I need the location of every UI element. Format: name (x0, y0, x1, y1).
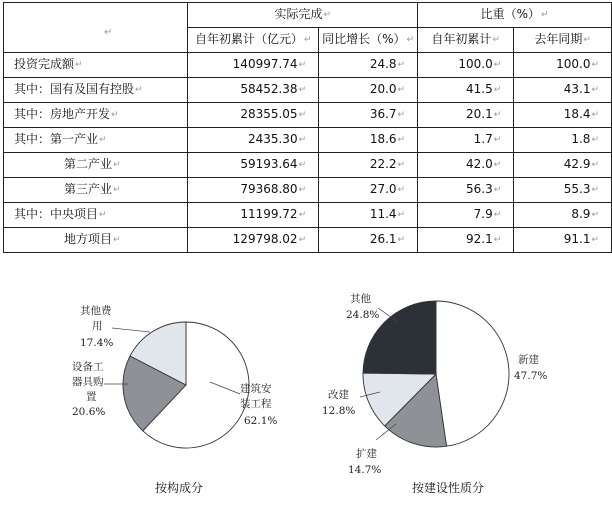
cell-growth: 20.0↵ (319, 78, 418, 103)
cell-ytd: 11199.72↵ (188, 203, 319, 228)
pie1-label-construction-2: 装工程 (240, 398, 272, 410)
pie1-label-construction-pct: 62.1% (244, 415, 278, 427)
row-label: 投资完成额↵ (4, 53, 188, 78)
pie2-label-rebuild: 改建 (328, 389, 349, 401)
header-yoy-growth: 同比增长（%）↵ (319, 28, 418, 53)
cell-share: 20.1↵ (418, 103, 514, 128)
pie2-label-new: 新建 (518, 354, 539, 366)
cell-ytd: 58452.38↵ (188, 78, 319, 103)
table-row (4, 178, 612, 203)
cell-growth: 36.7↵ (319, 103, 418, 128)
pie2-label-expand: 扩建 (356, 448, 377, 460)
pie1-label-construction-1: 建筑安 (240, 383, 272, 395)
cell-ytd: 79368.80↵ (188, 178, 319, 203)
pie1-label-equipment-1: 设备工 (72, 361, 104, 373)
cell-growth: 18.6↵ (319, 128, 418, 153)
header-corner: ↵ (4, 3, 188, 53)
pie1-label-equipment-pct: 20.6% (72, 406, 106, 418)
cell-share: 42.0↵ (418, 153, 514, 178)
header-row-1 (4, 3, 612, 28)
cell-ytd: 129798.02↵ (188, 228, 319, 253)
cell-last-year: 8.9↵ (514, 203, 612, 228)
row-label: 第三产业↵ (4, 178, 188, 203)
row-label: 第二产业↵ (4, 153, 188, 178)
pie2-caption: 按建设性质分 (412, 481, 485, 495)
pie2-label-other: 其他 (350, 293, 371, 305)
cell-ytd: 140997.74↵ (188, 53, 319, 78)
cell-growth: 27.0↵ (319, 178, 418, 203)
pie1-label-other-pct: 17.4% (80, 337, 114, 349)
pie2-label-other-pct: 24.8% (346, 309, 380, 321)
cell-share: 92.1↵ (418, 228, 514, 253)
pie1-caption: 按构成分 (155, 481, 204, 495)
pie2-label-new-pct: 47.7% (514, 370, 548, 382)
pie2-label-rebuild-pct: 12.8% (322, 405, 356, 417)
cell-ytd: 59193.64↵ (188, 153, 319, 178)
header-proportion: 比重（%）↵ (418, 3, 612, 28)
cell-share: 100.0↵ (418, 53, 514, 78)
pie2-label-expand-pct: 14.7% (348, 464, 382, 476)
cell-last-year: 1.8↵ (514, 128, 612, 153)
pie1-label-other-2: 用 (92, 320, 103, 332)
row-label: 其中：房地产开发↵ (4, 103, 188, 128)
leader-line (112, 328, 150, 332)
header-ytd: 自年初累计↵ (418, 28, 514, 53)
nature-slice-0 (436, 301, 509, 446)
row-label: 其中：国有及国有控股↵ (4, 78, 188, 103)
table-row (4, 78, 612, 103)
row-label: 地方项目↵ (4, 228, 188, 253)
pie1-label-other-1: 其他费 (80, 305, 112, 317)
cell-growth: 24.8↵ (319, 53, 418, 78)
table-row (4, 228, 612, 253)
cell-ytd: 28355.05↵ (188, 103, 319, 128)
cell-last-year: 100.0↵ (514, 53, 612, 78)
cell-growth: 26.1↵ (319, 228, 418, 253)
cell-last-year: 18.4↵ (514, 103, 612, 128)
table-row (4, 128, 612, 153)
cell-last-year: 42.9↵ (514, 153, 612, 178)
table-row (4, 153, 612, 178)
header-actual: 实际完成↵ (188, 3, 418, 28)
cell-share: 56.3↵ (418, 178, 514, 203)
cell-growth: 22.2↵ (319, 153, 418, 178)
cell-ytd: 2435.30↵ (188, 128, 319, 153)
pie1-label-equipment-2: 器具购 (72, 376, 104, 388)
header-last-year: 去年同期↵ (514, 28, 612, 53)
row-label: 其中：中央项目↵ (4, 203, 188, 228)
table-row (4, 203, 612, 228)
header-ytd-cumulative: 自年初累计（亿元）↵ (188, 28, 319, 53)
nature-pie (363, 301, 509, 447)
cell-share: 41.5↵ (418, 78, 514, 103)
composition-pie (123, 322, 249, 448)
cell-last-year: 55.3↵ (514, 178, 612, 203)
cell-share: 1.7↵ (418, 128, 514, 153)
cell-last-year: 43.1↵ (514, 78, 612, 103)
cell-share: 7.9↵ (418, 203, 514, 228)
cell-growth: 11.4↵ (319, 203, 418, 228)
row-label: 其中：第一产业↵ (4, 128, 188, 153)
table-row (4, 103, 612, 128)
investment-table (3, 2, 612, 253)
cell-last-year: 91.1↵ (514, 228, 612, 253)
pie-charts (0, 262, 612, 506)
table-row (4, 53, 612, 78)
pie1-label-equipment-3: 置 (86, 391, 97, 403)
